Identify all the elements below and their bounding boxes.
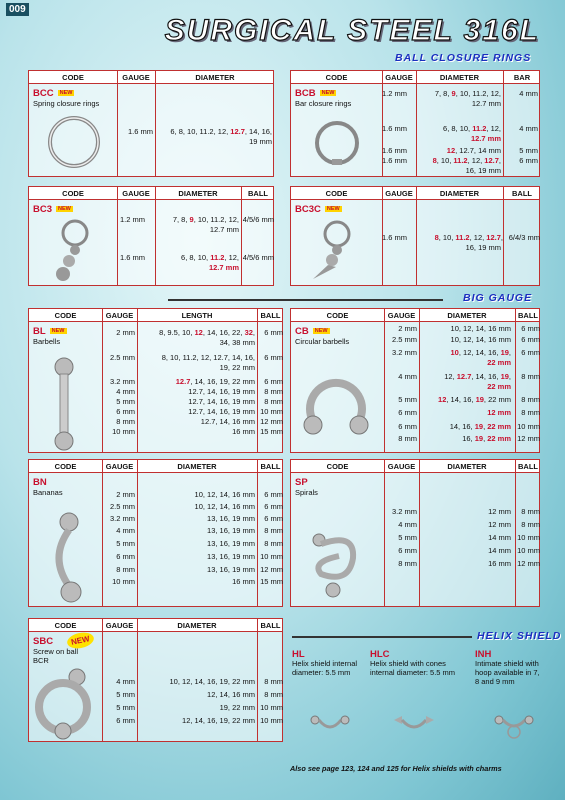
- new-badge: NEW: [66, 630, 95, 650]
- col-diameter: DIAMETER: [195, 73, 235, 82]
- bn-table: CODE GAUGE DIAMETER BALL BN Bananas 2 mm 10, 12, 14, 16 mm 6 mm 2.5 mm 10, 12, 14, 16 mm 6 mm 3.2 mm 13, 16, 19 mm 6 mm 4 mm 13, 16, 19 mm 8 mm 5 mm 13, 16, 19 mm 8 mm 6 mm 13, 16, 19 mm 10 mm 8 mm 13, 16, 19 mm 12 mm 10 mm 16 mm 15 mm: [28, 459, 283, 607]
- product-code: BL NEW: [33, 326, 65, 337]
- product-desc: Barbells: [33, 337, 61, 346]
- helix-cone-illustration: [392, 712, 436, 734]
- section-big-gauge: BIG GAUGE: [463, 292, 533, 304]
- page-number: 009: [6, 3, 29, 16]
- col-code: CODE: [62, 189, 84, 198]
- col-diameter: DIAMETER: [439, 73, 480, 82]
- col-code: CODE: [54, 311, 77, 320]
- banana-illustration: [41, 512, 91, 604]
- product-code: BN: [33, 477, 47, 488]
- ring-illustration: [301, 217, 361, 283]
- col-gauge: GAUGE: [105, 621, 134, 630]
- product-code: BCC NEW: [33, 88, 73, 99]
- product-code: SBC: [33, 636, 54, 647]
- bc3c-table: CODE GAUGE DIAMETER BALL BC3C NEW 1.6 mm 8, 10, 11.2, 12, 12.7, 16, 19 mm 6/4/3 mm: [290, 186, 540, 286]
- spiral-illustration: [309, 518, 369, 600]
- product-code: CB NEW: [295, 326, 328, 337]
- col-gauge: GAUGE: [122, 73, 150, 82]
- helix-item: HL Helix shield internal diameter: 5.5 mm: [292, 649, 358, 677]
- col-diameter: DIAMETER: [439, 189, 480, 198]
- col-gauge: GAUGE: [387, 462, 416, 471]
- product-desc: Bananas: [33, 488, 63, 497]
- col-diameter: DIAMETER: [177, 462, 217, 471]
- col-code: CODE: [54, 462, 77, 471]
- product-desc: Circular barbells: [295, 337, 350, 346]
- col-gauge: GAUGE: [105, 311, 134, 320]
- screw-ring-illustration: [33, 667, 101, 741]
- col-code: CODE: [325, 189, 348, 198]
- footnote: Also see page 123, 124 and 125 for Helix shields with charms: [290, 764, 502, 773]
- helix-item: INH Intimate shield with hoop available in 7, 8 and 9 mm: [475, 649, 540, 686]
- page-title: SURGICAL STEEL 316L: [164, 14, 540, 47]
- col-length: LENGTH: [181, 311, 213, 320]
- ring-illustration: [43, 217, 103, 285]
- col-ball: BALL: [260, 621, 281, 630]
- col-diameter: DIAMETER: [177, 621, 217, 630]
- helix-item: HLC Helix shield with cones internal diameter: 5.5 mm: [370, 649, 456, 677]
- bcb-table: CODE GAUGE DIAMETER BAR BCB NEW Bar closure rings 1.2 mm 7, 8, 9, 10, 11.2, 12, 12.7 mm 4 mm 1.6 mm 6, 8, 10, 11.2, 12, 12.7 mm 4 mm 1.6 mm 12, 12.7, 14 mm 5 mm 1.6 mm 8, 10, 11.2, 12, 12.7, 16, 19 mm 6 mm: [290, 70, 540, 177]
- bc3-table: CODE GAUGE DIAMETER BALL BC3 NEW 1.2 mm 7, 8, 9, 10, 11.2, 12, 12.7 mm 4/5/6 mm 1.6 mm 6, 8, 10, 11.2, 12, 12.7 mm 4/5/6 mm: [28, 186, 274, 286]
- barbell-illustration: [49, 357, 79, 452]
- circular-barbell-illustration: [301, 361, 371, 441]
- section-divider: [292, 636, 472, 638]
- bcc-table: CODE GAUGE DIAMETER BCC NEW Spring closure rings 1.6 mm 6, 8, 10, 11.2, 12, 12.7, 14, 16, 19 mm: [28, 70, 274, 177]
- helix-shield-illustration: [310, 712, 350, 734]
- product-code: BC3C NEW: [295, 204, 340, 215]
- col-code: CODE: [325, 73, 348, 82]
- bl-table: CODE GAUGE LENGTH BALL BL NEW Barbells 2 mm 8, 9.5, 10, 12, 14, 16, 22, 32, 34, 38 mm 6 mm 2.5 mm 8, 10, 11.2, 12, 12.7, 14, 16, 19, 22 mm 6 mm 3.2 mm 12.7, 14, 16, 19, 22 mm 6 mm 4 mm 12.7, 14, 16, 19 mm 8 mm 5 mm 12.7, 14, 16, 19 mm 8 mm 6 mm 12.7, 14, 16, 19 mm 10 mm 8 mm 12.7, 14, 16 mm 12 mm 10 mm 16 mm 15 mm: [28, 308, 283, 453]
- col-code: CODE: [62, 73, 84, 82]
- col-ball: BALL: [260, 462, 281, 471]
- col-ball: BALL: [260, 311, 281, 320]
- col-diameter: DIAMETER: [447, 311, 487, 320]
- new-badge: NEW: [321, 90, 335, 97]
- product-desc: Bar closure rings: [295, 99, 352, 108]
- col-bar: BAR: [513, 73, 531, 82]
- new-badge: NEW: [59, 90, 73, 97]
- col-code: CODE: [326, 311, 349, 320]
- new-badge: NEW: [51, 328, 65, 335]
- col-code: CODE: [326, 462, 349, 471]
- product-desc: Spring closure rings: [33, 99, 100, 108]
- new-badge: NEW: [314, 328, 328, 335]
- col-gauge: GAUGE: [105, 462, 134, 471]
- product-code: SP: [295, 477, 308, 488]
- col-diameter: DIAMETER: [178, 189, 218, 198]
- section-helix-shield: HELIX SHIELD: [477, 630, 562, 642]
- col-diameter: DIAMETER: [447, 462, 487, 471]
- col-code: CODE: [54, 621, 77, 630]
- col-gauge: GAUGE: [122, 189, 150, 198]
- col-gauge: GAUGE: [385, 73, 413, 82]
- sp-table: CODE GAUGE DIAMETER BALL SP Spirals 3.2 mm 12 mm 8 mm 4 mm 12 mm 8 mm 5 mm 14 mm 10 mm 6 mm 14 mm 10 mm 8 mm 16 mm 12 mm: [290, 459, 540, 607]
- intimate-shield-illustration: [494, 712, 534, 740]
- cb-table: CODE GAUGE DIAMETER BALL CB NEW Circular barbells 2 mm 10, 12, 14, 16 mm 6 mm 2.5 mm 10, 12, 14, 16 mm 6 mm 3.2 mm 10, 12, 14, 16, 19, 22 mm 6 mm 4 mm 12, 12.7, 14, 16, 19, 22 mm 8 mm 5 mm 12, 14, 16, 19, 22 mm 8 mm 6 mm 12 mm 8 mm 6 mm 14, 16, 19, 22 mm 10 mm 8 mm 16, 19, 22 mm 12 mm: [290, 308, 540, 453]
- col-ball: BALL: [512, 189, 532, 198]
- section-divider: [168, 299, 443, 301]
- col-ball: BALL: [518, 462, 538, 471]
- product-desc: Screw on ball BCR: [33, 647, 79, 665]
- product-desc: Spirals: [295, 488, 318, 497]
- sbc-table: CODE GAUGE DIAMETER BALL SBC NEW Screw on ball BCR 4 mm 10, 12, 14, 16, 19, 22 mm 8 mm 5 mm 12, 14, 16 mm 8 mm 5 mm 19, 22 mm 10 mm 6 mm 12, 14, 16, 19, 22 mm 10 mm: [28, 618, 283, 742]
- ring-illustration: [43, 111, 105, 173]
- col-ball: BALL: [518, 311, 538, 320]
- new-badge: NEW: [58, 206, 71, 213]
- col-gauge: GAUGE: [385, 189, 413, 198]
- product-code: BCB NEW: [295, 88, 335, 99]
- ring-illustration: [309, 115, 365, 171]
- new-badge: NEW: [326, 206, 340, 213]
- product-code: BC3 NEW: [33, 204, 71, 215]
- col-gauge: GAUGE: [387, 311, 416, 320]
- section-ball-closure: BALL CLOSURE RINGS: [395, 52, 532, 64]
- col-ball: BALL: [248, 189, 268, 198]
